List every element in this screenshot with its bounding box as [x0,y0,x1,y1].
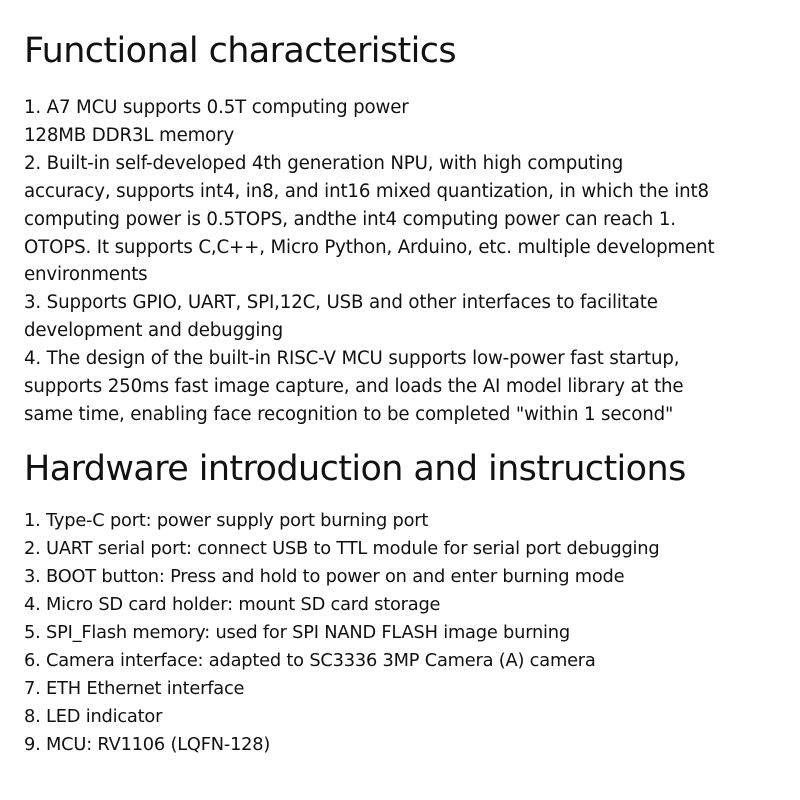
list-item: 6. Camera interface: adapted to SC3336 3MP Camera (A) camera [24,649,596,671]
text-line: OTOPS. It supports C,C++, Micro Python, Arduino, etc. multiple development [24,236,715,258]
list-item: 9. MCU: RV1106 (LQFN-128) [24,733,271,755]
text-line: development and debugging [24,320,284,342]
hardware-introduction-title: Hardware introduction and instructions [24,448,686,489]
text-line: environments [24,264,148,286]
list-item: 3. BOOT button: Press and hold to power on and enter burning mode [24,565,625,587]
text-line: 3. Supports GPIO, UART, SPI,12C, USB and other interfaces to facilitate [24,292,658,314]
text-line: supports 250ms fast image capture, and loads the AI model library at the [24,376,684,398]
functional-characteristics-text [24,94,776,429]
text-line: computing power is 0.5TOPS, andthe int4 computing power can reach 1. [24,208,676,230]
text-line: accuracy, supports int4, in8, and int16 mixed quantization, in which the int8 [24,180,709,202]
list-item: 4. Micro SD card holder: mount SD card storage [24,593,441,615]
list-item: 7. ETH Ethernet interface [24,677,245,699]
list-item: 1. Type-C port: power supply port burning port [24,509,429,531]
text-line: 1. A7 MCU supports 0.5T computing power [24,97,409,118]
list-item: 8. LED indicator [24,705,163,727]
text-line: 2. Built-in self-developed 4th generation NPU, with high computing [24,152,624,174]
text-line: same time, enabling face recognition to be completed "within 1 second" [24,403,674,425]
text-line: 4. The design of the built-in RISC-V MCU supports low-power fast startup, [24,348,680,370]
functional-characteristics-title: Functional characteristics [24,31,457,71]
text-line: 128MB DDR3L memory [24,124,235,146]
hardware-items-list [24,507,776,759]
list-item: 5. SPI_Flash memory: used for SPI NAND FLASH image burning [24,621,570,643]
list-item: 2. UART serial port: connect USB to TTL module for serial port debugging [24,537,660,559]
